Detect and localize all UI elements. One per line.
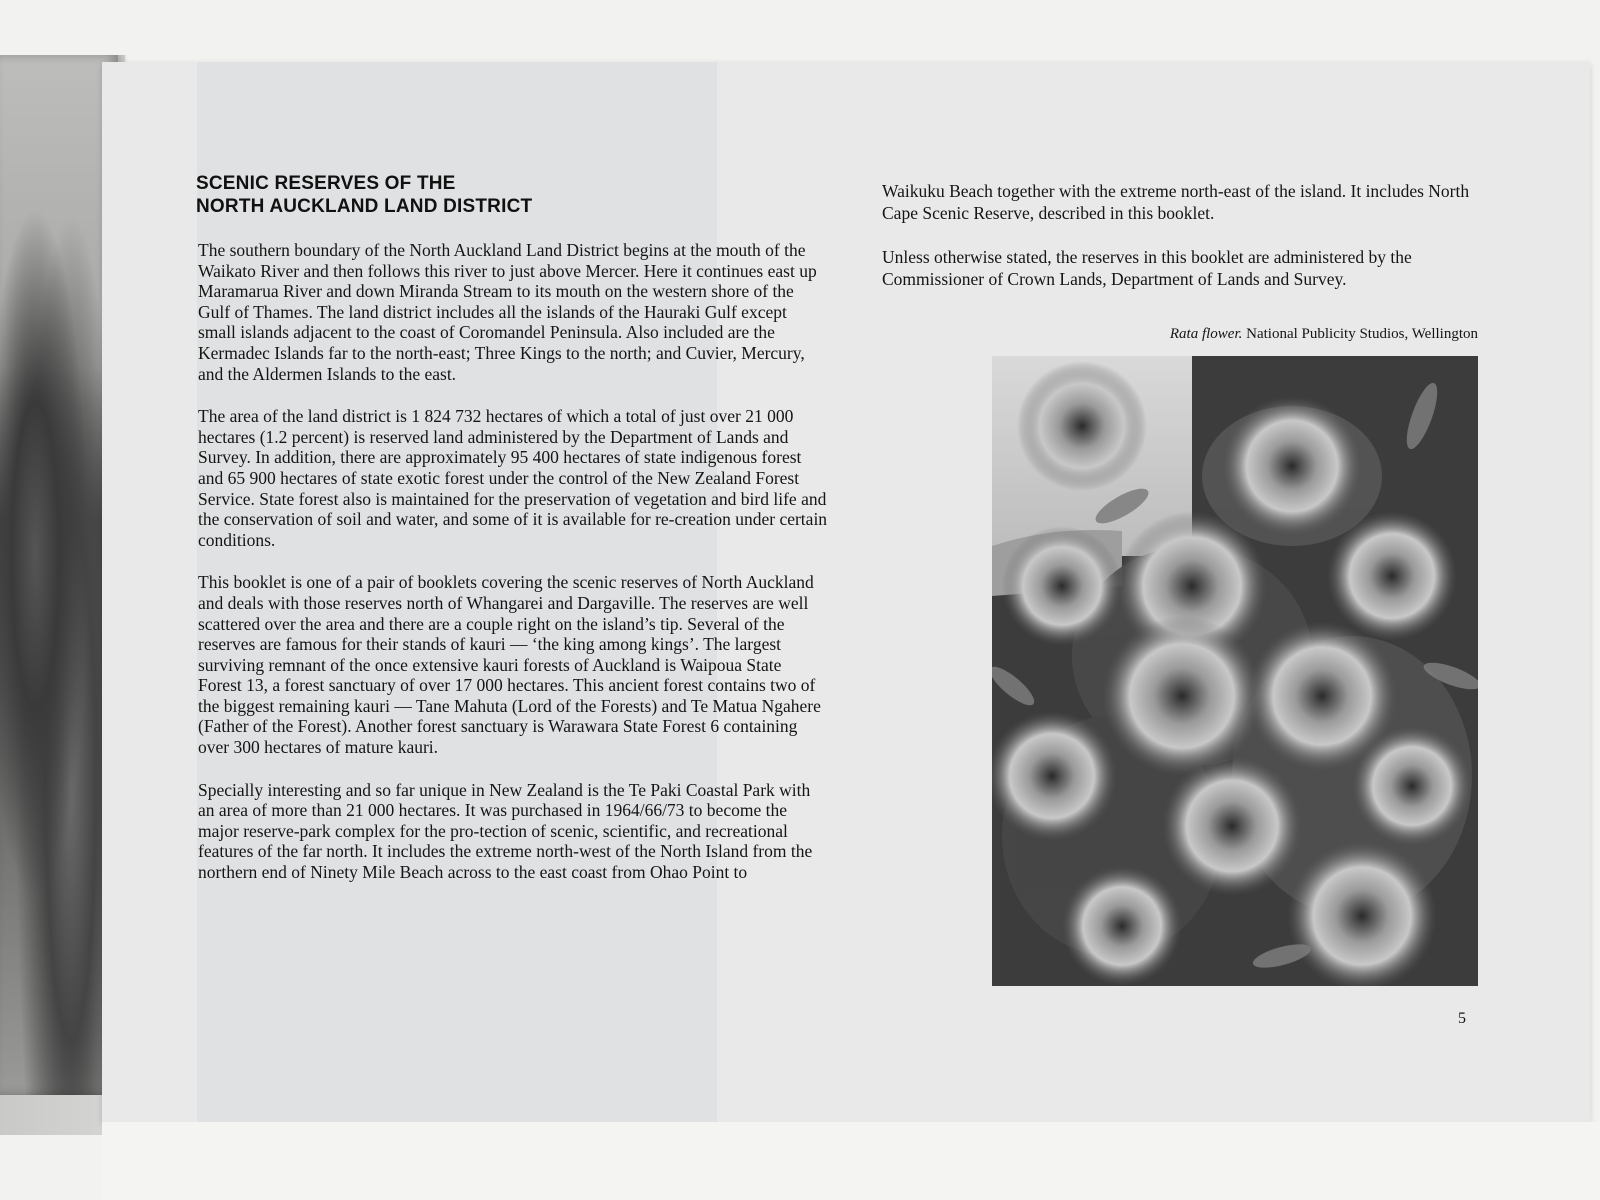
page-heading [196, 172, 616, 218]
heading-line-1: SCENIC RESERVES OF THE [196, 173, 456, 194]
page-number: 5 [1458, 1010, 1466, 1027]
paragraph: Waikuku Beach together with the extreme north-east of the island. It includes North Cape Scenic Reserve, described in this booklet. [882, 181, 1470, 223]
paragraph: The area of the land district is 1 824 732 hectares of which a total of just over 21 000 hectares (1.2 percent) is reserved land administered by the Department of Lands and Survey. In addition, there are approximately 95 400 hectares of state indigenous forest and 65 900 hectares of state exotic forest under the control of the New Zealand Forest Service. State forest also is maintained for the preservation of vegetation and bird life and the conservation of soil and water, and some of it is available for re-creation under certain conditions. [198, 406, 828, 550]
paragraph: Unless otherwise stated, the reserves in this booklet are administered by the Commissioner of Crown Lands, Department of Lands and Survey. [882, 247, 1412, 289]
table-surface [102, 1122, 1600, 1200]
rock-landscape-photo [0, 55, 118, 1095]
photo-caption [1000, 326, 1478, 343]
left-text-column [198, 240, 828, 905]
caption-credit: National Publicity Studios, Wellington [1246, 326, 1478, 342]
rata-flower-image [992, 356, 1478, 986]
paragraph: This booklet is one of a pair of booklets covering the scenic reserves of North Auckland and deals with those reserves north of Whangarei and Dargaville. The reserves are well scattered over the area and there are a couple right on the island’s tip. Several of the reserves are famous for their stands of kauri — ‘the king among kings’. The largest surviving remnant of the once extensive kauri forests of Auckland is Waipoua State Forest 13, a forest sanctuary of over 17 000 hectares. This ancient forest contains two of the biggest remaining kauri — Tane Mahuta (Lord of the Forests) and Te Matua Ngahere (Father of the Forest). Another forest sanctuary is Warawara State Forest 6 containing over 300 hectares of mature kauri. [198, 572, 821, 758]
heading-line-2: NORTH AUCKLAND LAND DISTRICT [196, 196, 533, 217]
right-text-column [882, 180, 1492, 312]
paragraph: The southern boundary of the North Auckland Land District begins at the mouth of the Waikato River and then follows this river to just above Mercer. Here it continues east up Maramarua River and down Miranda Stream to its mouth on the western shore of the Gulf of Thames. The land district includes all the islands of the Hauraki Gulf except small islands adjacent to the coast of Coromandel Peninsula. Also included are the Kermadec Islands far to the north-east; Three Kings to the north; and Cuvier, Mercury, and the Aldermen Islands to the east. [198, 240, 817, 384]
caption-title: Rata flower. [1169, 326, 1243, 342]
paragraph: Specially interesting and so far unique in New Zealand is the Te Paki Coastal Park with an area of more than 21 000 hectares. It was purchased in 1964/66/73 to become the major reserve-park complex for the pro-tection of scenic, scientific, and recreational features of the far north. It includes the extreme north-west of the North Island from the northern end of Ninety Mile Beach across to the east coast from Ohao Point to [198, 779, 813, 883]
rata-flower-photo [992, 356, 1478, 986]
